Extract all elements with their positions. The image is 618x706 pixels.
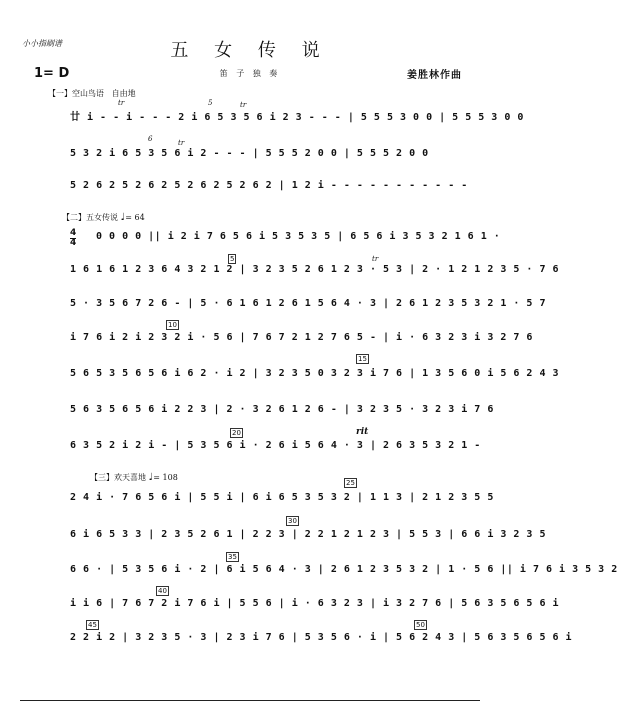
score-row: 5 · 3 5 6 7 2 6 - | 5 · 6 1 6 1 2 6 1 5 6 4 · 3 | 2 6 1 2 3 5 3 2 1 · 5 7 [70, 298, 546, 309]
ritardando-mark: rit [356, 427, 369, 437]
score-row: 2 2 i 2 | 3 2 3 5 · 3 | 2 3 i 7 6 | 5 3 5 6 · i | 5 6 2 4 3 | 5 6 3 5 6 5 6 i [70, 632, 573, 643]
section-three-heading [90, 472, 178, 483]
quarter-note-icon: ♩ [120, 212, 126, 223]
score-row: 5 6 3 5 6 5 6 i 2 2 3 | 2 · 3 2 6 1 2 6 - | 3 2 3 5 · 3 2 3 i 7 6 [70, 404, 494, 415]
score-row: 5 6 5 3 5 6 5 6 i 6 2 · i 2 | 3 2 3 5 0 3 2 3 i 7 6 | 1 3 5 6 0 i 5 6 2 4 3 [70, 368, 560, 379]
time-signature [70, 229, 76, 248]
score-row: i 7 6 i 2 i 2 3 2 i · 5 6 | 7 6 7 2 1 2 7 6 5 - | i · 6 3 2 3 i 3 2 7 6 [70, 332, 533, 343]
rehearsal-number: 40 [158, 587, 167, 595]
watermark-text: 小小指刷谱 [22, 39, 62, 48]
time-signature-denominator: 4 [70, 238, 77, 248]
rehearsal-number: 45 [88, 621, 97, 629]
score-row: 6 i 6 5 3 3 | 2 3 5 2 6 1 | 2 2 3 | 2 2 1 2 1 2 3 | 5 5 3 | 6 6 i 3 2 3 5 [70, 529, 546, 540]
trill-mark: tr [178, 139, 185, 147]
rehearsal-number: 35 [228, 553, 237, 561]
section-one-heading [48, 88, 136, 99]
score-row: 6 6 · | 5 3 5 6 i · 2 | 6 i 5 6 4 · 3 | 2 6 1 2 3 5 3 2 | 1 · 5 6 || i 7 6 i 3 5 3 2 [70, 564, 618, 575]
score-row: 0 0 0 0 || i 2 i 7 6 5 6 i 5 3 5 3 5 | 6 5 6 i 3 5 3 2 1 6 1 · [96, 231, 501, 242]
rehearsal-number: 50 [416, 621, 425, 629]
score-row: 廿 i - - i - - - 2 i 6 5 3 5 6 i 2 3 - - - | 5 5 5 3 0 0 | 5 5 5 3 0 0 [70, 112, 524, 123]
section-two-label: 【二】五女传说 [62, 213, 118, 222]
rehearsal-number: 30 [288, 517, 297, 525]
section-three-tempo: = 108 [153, 473, 178, 482]
section-one-label: 【一】空山鸟语 [48, 89, 104, 98]
rehearsal-number: 10 [168, 321, 177, 329]
score-title: 五 女 传 说 [170, 40, 330, 61]
rehearsal-number: 15 [358, 355, 367, 363]
trill-mark: tr [118, 99, 125, 107]
page-bottom-rule [20, 700, 480, 701]
instrument-subtitle: 笛 子 独 奏 [219, 69, 281, 78]
tuplet-mark: 5 [208, 99, 213, 107]
rehearsal-number: 5 [230, 255, 235, 263]
trill-mark: tr [372, 255, 379, 263]
section-two-heading [62, 212, 145, 223]
rehearsal-number: 20 [232, 429, 241, 437]
section-three-label: 【三】欢天喜地 [90, 473, 146, 482]
score-row: i i 6 | 7 6 7 2 i 7 6 i | 5 5 6 | i · 6 3 2 3 | i 3 2 7 6 | 5 6 3 5 6 5 6 i [70, 598, 560, 609]
score-row: 2 4 i · 7 6 5 6 i | 5 5 i | 6 i 6 5 3 5 3 2 | 1 1 3 | 2 1 2 3 5 5 [70, 492, 494, 503]
score-row: 6 3 5 2 i 2 i - | 5 3 5 6 i · 2 6 i 5 6 4 · 3 | 2 6 3 5 3 2 1 - [70, 440, 481, 451]
score-row: 5 3 2 i 6 5 3 5 6 i 2 - - - | 5 5 5 2 0 0 | 5 5 5 2 0 0 [70, 148, 429, 159]
section-one-tempo-text: 自由地 [111, 89, 136, 98]
composer-credit: 姜胜林作曲 [407, 70, 462, 81]
section-two-tempo: = 64 [125, 213, 145, 222]
time-signature-numerator: 4 [70, 228, 77, 238]
rehearsal-number: 25 [346, 479, 355, 487]
tuplet-mark: 6 [148, 135, 153, 143]
quarter-note-icon: ♩ [148, 472, 154, 483]
score-row: 5 2 6 2 5 2 6 2 5 2 6 2 5 2 6 2 | 1 2 i - - - - - - - - - - - [70, 180, 468, 191]
key-signature: 1= D [34, 66, 70, 81]
score-row: 1 6 1 6 1 2 3 6 4 3 2 1 2 | 3 2 3 5 2 6 1 2 3 · 5 3 | 2 · 1 2 1 2 3 5 · 7 6 [70, 264, 560, 275]
trill-mark: tr [240, 101, 247, 109]
